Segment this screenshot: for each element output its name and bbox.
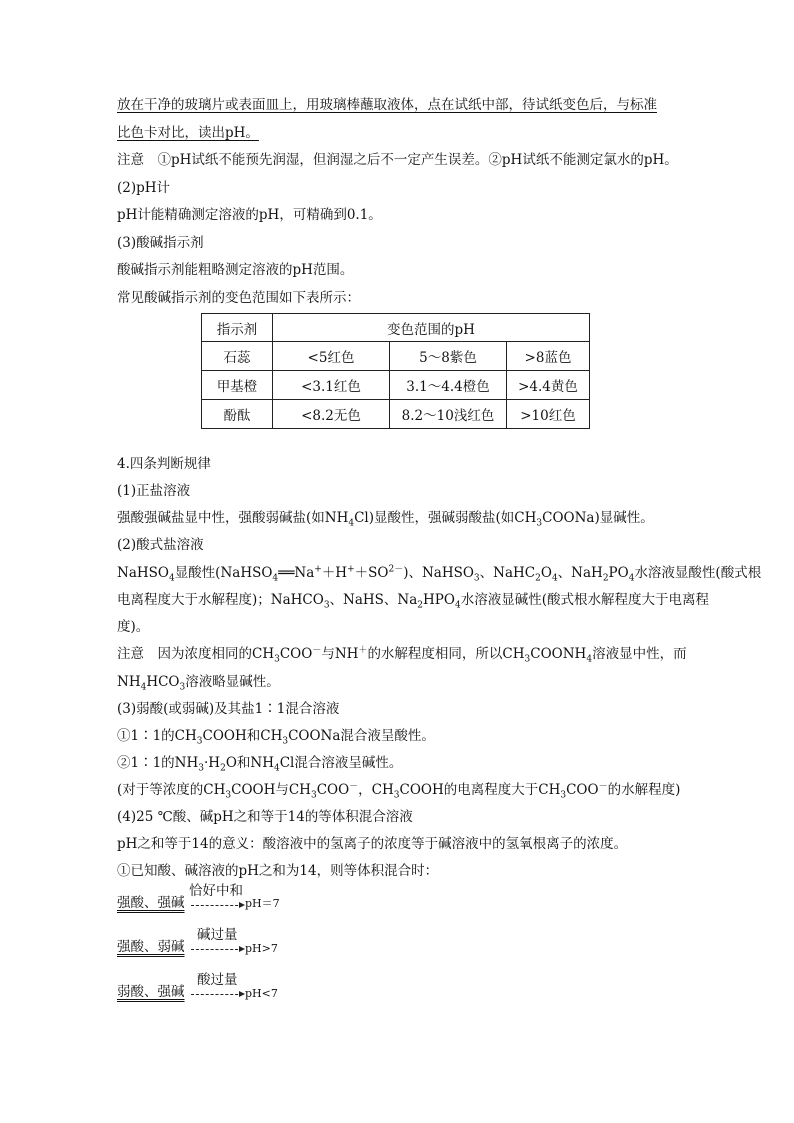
table-header-cell: 变色范围的pH	[273, 314, 590, 342]
table-cell: 8.2～10浅红色	[390, 400, 507, 429]
arrow-right-icon	[191, 905, 243, 906]
text-line: 比色卡对比，读出pH。	[117, 125, 259, 141]
flow-condition: 酸过量	[197, 972, 238, 988]
flow-result: pH>7	[245, 942, 278, 955]
text-line: pH之和等于14的意义：酸溶液中的氢离子的浓度等于碱溶液中的氢氧根离子的浓度。	[117, 836, 628, 852]
note-line: $NH_4HCO_3$溶液略显碱性。	[117, 674, 280, 693]
table-cell: 石蕊	[202, 342, 273, 371]
text-line: ②1∶1的$NH_3\cdot H_2O$和$NH_4Cl$混合溶液呈碱性。	[117, 755, 403, 774]
flow-row	[117, 927, 517, 957]
table-row	[202, 371, 590, 400]
table-cell: 甲基橙	[202, 371, 273, 400]
flow-reactants: 弱酸、强碱	[117, 984, 185, 1000]
table-cell: 3.1～4.4橙色	[390, 371, 507, 400]
flow-reactants: 强酸、弱碱	[117, 939, 185, 955]
indicator-table	[201, 313, 590, 429]
table-row	[202, 400, 590, 429]
table-cell: 酚酞	[202, 400, 273, 429]
table-cell: <3.1红色	[273, 371, 390, 400]
flow-condition: 碱过量	[197, 927, 238, 943]
flow-row	[117, 972, 517, 1002]
section-heading: (3)弱酸(或弱碱)及其盐1∶1混合溶液	[117, 701, 340, 717]
flow-result: pH＝7	[245, 897, 280, 910]
text-line: ①已知酸、碱溶液的pH之和为14，则等体积混合时：	[117, 863, 439, 879]
table-cell: >4.4黄色	[507, 371, 590, 400]
section-heading: (3)酸碱指示剂	[117, 235, 204, 251]
text-line: pH计能精确测定溶液的pH，可精确到0.1。	[117, 207, 382, 223]
arrow-right-icon	[191, 949, 243, 950]
text-line: 电离程度大于水解程度)；NaHCO$_3$、NaHS、$Na_2HPO_4$水溶液显碱性(酸式根水解程度大于电离程	[117, 592, 709, 611]
text-line: NaHSO$_4$显酸性$(NaHSO_4══Na^++H^++SO^{2-})$、NaHSO$_3$、$NaHC_2O_4$、$NaH_2PO_4$水溶液显酸性(酸式根	[117, 564, 762, 584]
section-heading: 4.四条判断规律	[117, 456, 211, 472]
text-line: ①1∶1的$CH_3COOH$和$CH_3COONa$混合液呈酸性。	[117, 728, 435, 747]
table-cell: 5～8紫色	[390, 342, 507, 371]
table-row	[202, 342, 590, 371]
table-header-cell: 指示剂	[202, 314, 273, 342]
flow-condition: 恰好中和	[189, 883, 243, 899]
flow-row	[117, 883, 517, 913]
table-header-row	[202, 314, 590, 342]
table-cell: >8蓝色	[507, 342, 590, 371]
section-heading: (2)pH计	[117, 180, 171, 196]
flow-result: pH<7	[245, 987, 278, 1000]
text-line: 放在干净的玻璃片或表面皿上，用玻璃棒蘸取液体，点在试纸中部，待试纸变色后，与标准	[117, 97, 657, 113]
text-line: 强酸强碱盐显中性，强酸弱碱盐(如$NH_4Cl$)显酸性，强碱弱酸盐(如$CH_3COONa$)显碱性。	[117, 510, 654, 529]
section-heading: (1)正盐溶液	[117, 483, 191, 499]
arrow-right-icon	[191, 994, 243, 995]
table-cell: <8.2无色	[273, 400, 390, 429]
table-cell: >10红色	[507, 400, 590, 429]
text-line: (对于等浓度的$CH_3COOH$与$CH_3COO^-$，$CH_3COOH$的电离程度大于$CH_3COO^-$的水解程度)	[117, 781, 681, 801]
section-heading: (4)25 ℃酸、碱pH之和等于14的等体积混合溶液	[117, 809, 413, 825]
flow-reactants: 强酸、强碱	[117, 895, 185, 911]
note-line: 注意 因为浓度相同的$CH_3COO^-$与NH＋的水解程度相同，所以$CH_3COONH_4$溶液显中性，而	[117, 645, 687, 665]
text-line: 酸碱指示剂能粗略测定溶液的pH范围。	[117, 262, 354, 278]
section-heading: (2)酸式盐溶液	[117, 537, 204, 553]
text-line: 度)。	[117, 619, 150, 635]
table-cell: <5红色	[273, 342, 390, 371]
note-line: 注意 ①pH试纸不能预先润湿，但润湿之后不一定产生误差。②pH试纸不能测定氯水的pH。	[117, 152, 678, 168]
text-line: 常见酸碱指示剂的变色范围如下表所示：	[117, 290, 360, 306]
